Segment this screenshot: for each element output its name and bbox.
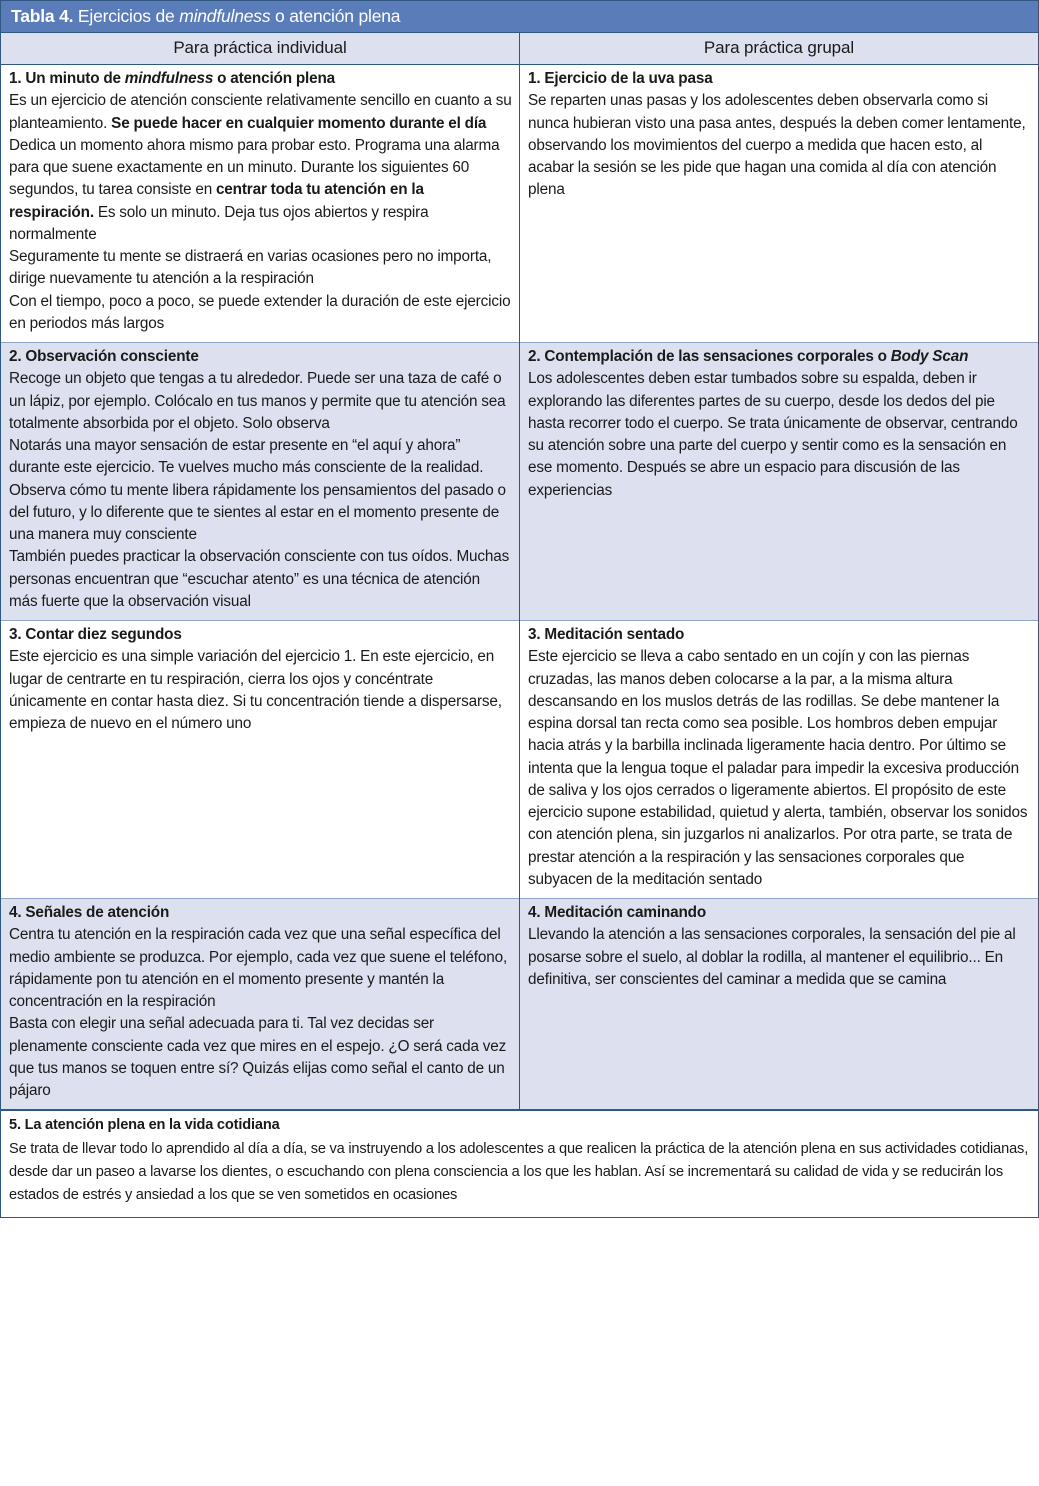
cell-paragraph [9, 246, 512, 291]
text-run: Este ejercicio se lleva a cabo sentado en un cojín y con las piernas cruzadas, las manos deben colocarse a la par, a la misma altura descansando en los muslos detrás de las rodillas. Se debe mantener la espina dorsal tan recta como sea posible. Los hombros deben empujar hacia atrás y la barbilla inclinada ligeramente hacia dentro. Por último se intenta que la lengua toque el paladar para impedir la excesiva producción de saliva y los ojos cerrados o ligeramente abiertos. El propósito de este ejercicio supone estabilidad, quietud y alerta, también, observar los sonidos con atención plena, sin juzgarlos ni analizarlos. Por otra parte, se trata de prestar atención a la respiración y las sensaciones corporales que subyacen de la meditación sentado [528, 648, 1028, 888]
cell-individual-practice [1, 899, 520, 1111]
table-body [1, 65, 1039, 1218]
cell-heading-text: 2. Observación consciente [9, 348, 199, 366]
cell-paragraph [9, 435, 512, 546]
cell-paragraph [528, 368, 1031, 502]
cell-paragraph [9, 1138, 1030, 1208]
cell-paragraph [528, 90, 1031, 201]
table-title-italic-term: mindfulness [179, 6, 271, 26]
text-run: Se reparten unas pasas y los adolescentes deben observarla como si nunca hubieran visto una pasa antes, después la deben comer lentamente, observando los movimientos del cuerpo a medida que hacen esto, al acabar la sesión se les pide que hagan una comida al día con atención plena [528, 92, 1026, 199]
table-row [1, 621, 1039, 899]
table-row [1, 65, 1039, 343]
cell-heading-text: 3. Meditación sentado [528, 626, 685, 644]
table-title [1, 1, 1039, 33]
cell-heading [528, 346, 1031, 368]
cell-heading-text: 4. Señales de atención [9, 904, 170, 922]
cell-group-practice [520, 621, 1039, 899]
text-run: Recoge un objeto que tengas a tu alrededor. Puede ser una taza de café o un lápiz, por ejemplo. Colócalo en tus manos y permite que tu atención sea totalmente absorbida por el objeto. Solo observa [9, 370, 506, 432]
cell-heading [9, 68, 512, 90]
column-header-group: Para práctica grupal [520, 33, 1039, 65]
cell-heading-text-suffix: o atención plena [213, 70, 336, 88]
text-run: Dedica un momento ahora mismo para probar esto. Programa una alarma para que suene exactamente en un minuto. Durante los siguientes 60 segundos, tu tarea consiste en [9, 136, 500, 199]
table-row-full-width [1, 1110, 1039, 1217]
column-header-individual: Para práctica individual [1, 33, 520, 65]
cell-group-practice [520, 899, 1039, 1111]
column-header-row [1, 33, 1039, 65]
table-head [1, 1, 1039, 65]
table-title-label: Tabla 4. [11, 6, 74, 26]
table-title-text-after: o atención plena [270, 6, 401, 26]
table-row [1, 343, 1039, 621]
text-run: Notarás una mayor sensación de estar presente en “el aquí y ahora” durante este ejercicio. Te vuelves mucho más consciente de la realidad. Observa cómo tu mente libera rápidamente los pensamientos del pasado o del futuro, y lo diferente que te sientes al estar en el momento presente de una manera muy consciente [9, 437, 506, 544]
cell-paragraph [9, 90, 512, 135]
cell-heading-text: 5. La atención plena en la vida cotidiana [9, 1117, 280, 1134]
cell-heading [9, 1114, 1030, 1137]
cell-paragraph [9, 546, 512, 613]
cell-individual-practice [1, 343, 520, 621]
text-run: Este ejercicio es una simple variación del ejercicio 1. En este ejercicio, en lugar de centrarte en tu respiración, cierra los ojos y concéntrate únicamente en contar hasta diez. Si tu concentración tiende a dispersarse, empieza de nuevo en el número uno [9, 648, 502, 733]
cell-heading-text: 3. Contar diez segundos [9, 626, 182, 644]
cell-paragraph [9, 646, 512, 735]
cell-paragraph [9, 368, 512, 435]
cell-heading-text: 1. Ejercicio de la uva pasa [528, 70, 713, 88]
cell-everyday-mindfulness [1, 1110, 1039, 1217]
cell-paragraph [9, 1013, 512, 1102]
text-run: Los adolescentes deben estar tumbados sobre su espalda, deben ir explorando las diferentes partes de su cuerpo, desde los dedos del pie hasta recorrer todo el cuerpo. Se trata únicamente de observar, centrando su atención sobre una parte del cuerpo y sentir como es la sensación en ese momento. Después se abre un espacio para discusión de las experiencias [528, 370, 1018, 499]
cell-group-practice [520, 343, 1039, 621]
cell-heading [528, 68, 1031, 90]
cell-paragraph [9, 291, 512, 336]
cell-heading-text: 4. Meditación caminando [528, 904, 707, 922]
cell-paragraph [528, 646, 1031, 891]
cell-heading [9, 346, 512, 368]
text-run: Seguramente tu mente se distraerá en varias ocasiones pero no importa, dirige nuevamente tu atención a la respiración [9, 248, 492, 288]
text-run: Se trata de llevar todo lo aprendido al día a día, se va instruyendo a los adolescentes a que realicen la práctica de la atención plena en sus actividades cotidianas, desde dar un paseo a lavarse los dientes, o escuchando con plena consciencia a los que les hablan. Así se incrementará su calidad de vida y se reducirán los estados de estrés y ansiedad a los que se ven sometidos en ocasiones [9, 1140, 1029, 1204]
cell-heading-text: 1. Un minuto de [9, 70, 125, 88]
cell-individual-practice [1, 65, 520, 343]
cell-individual-practice [1, 621, 520, 899]
text-run: Basta con elegir una señal adecuada para ti. Tal vez decidas ser plenamente consciente cada vez que mires en el espejo. ¿O será cada vez que tus manos se toquen entre sí? Quizás elijas como señal el canto de un pájaro [9, 1015, 507, 1100]
text-run: Centra tu atención en la respiración cada vez que una señal específica del medio ambiente se produzca. Por ejemplo, cada vez que suene el teléfono, rápidamente pon tu atención en el momento presente y mantén la concentración en la respiración [9, 926, 508, 1011]
cell-heading [528, 624, 1031, 646]
table-title-text-before: Ejercicios de [73, 6, 180, 26]
cell-heading [528, 902, 1031, 924]
cell-heading-italic-term: mindfulness [124, 70, 214, 88]
cell-paragraph [9, 135, 512, 246]
text-run: También puedes practicar la observación consciente con tus oídos. Muchas personas encuentran que “escuchar atento” es una técnica de atención más fuerte que la observación visual [9, 548, 510, 610]
emphasis-bold: Se puede hacer en cualquier momento durante el día [111, 114, 487, 132]
cell-heading [9, 624, 512, 646]
text-run: Es solo un minuto. Deja tus ojos abiertos y respira normalmente [9, 203, 429, 243]
text-run: Es un ejercicio de atención consciente relativamente sencillo en cuanto a su planteamiento. [9, 92, 512, 132]
cell-paragraph [9, 924, 512, 1013]
emphasis-bold: centrar toda tu atención en la respiración. [9, 181, 424, 221]
cell-paragraph [528, 924, 1031, 991]
table-row [1, 899, 1039, 1111]
cell-heading-italic-term: Body Scan [890, 348, 969, 366]
text-run: Llevando la atención a las sensaciones corporales, la sensación del pie al posarse sobre el suelo, al doblar la rodilla, al mantener el equilibrio... En definitiva, ser conscientes del caminar a medida que se camina [528, 926, 1016, 988]
cell-heading-text: 2. Contemplación de las sensaciones corporales o [528, 348, 891, 366]
table-title-row [1, 1, 1039, 33]
cell-group-practice [520, 65, 1039, 343]
text-run: Con el tiempo, poco a poco, se puede extender la duración de este ejercicio en periodos más largos [9, 292, 511, 332]
cell-heading [9, 902, 512, 924]
